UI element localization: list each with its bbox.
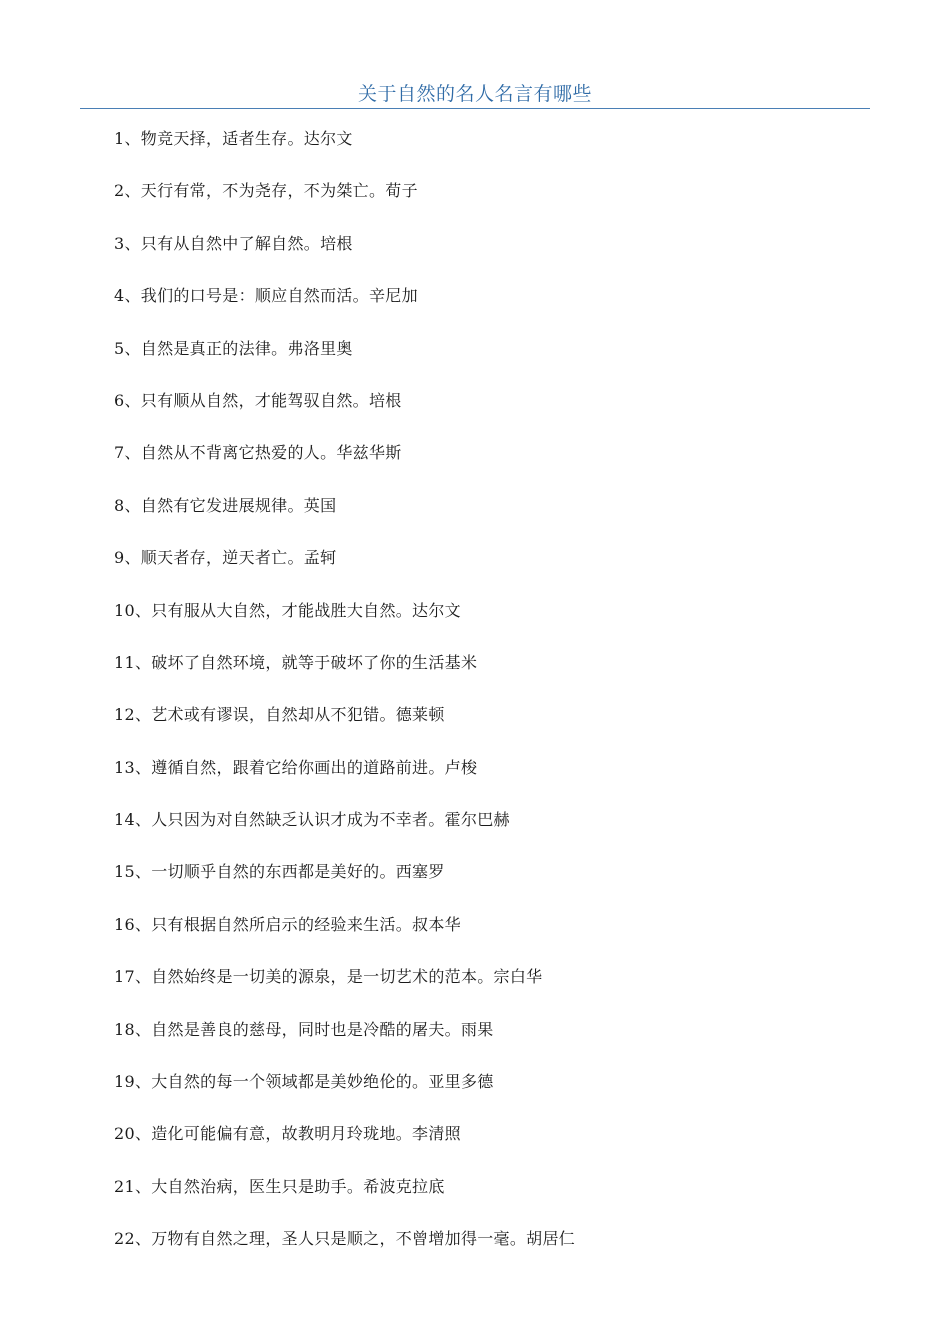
page-title: 关于自然的名人名言有哪些 xyxy=(357,83,592,105)
quote-item-7: 7、自然从不背离它热爱的人。华兹华斯 xyxy=(114,443,402,463)
quote-item-4: 4、我们的口号是：顺应自然而活。辛尼加 xyxy=(114,286,418,306)
quote-item-10: 10、只有服从大自然，才能战胜大自然。达尔文 xyxy=(114,600,461,620)
quote-item-6: 6、只有顺从自然，才能驾驭自然。培根 xyxy=(114,390,402,410)
quote-item-18: 18、自然是善良的慈母，同时也是冷酷的屠夫。雨果 xyxy=(114,1019,494,1039)
quote-item-1: 1、物竞天择，适者生存。达尔文 xyxy=(114,129,353,148)
quote-item-2: 2、天行有常，不为尧存，不为桀亡。荀子 xyxy=(114,181,418,201)
quote-item-16: 16、只有根据自然所启示的经验来生活。叔本华 xyxy=(114,914,461,934)
quote-item-13: 13、遵循自然，跟着它给你画出的道路前进。卢梭 xyxy=(114,757,478,777)
quote-item-5: 5、自然是真正的法律。弗洛里奥 xyxy=(114,338,353,358)
quote-item-17: 17、自然始终是一切美的源泉，是一切艺术的范本。宗白华 xyxy=(114,967,543,987)
quote-item-8: 8、自然有它发进展规律。英国 xyxy=(114,495,337,515)
quote-item-19: 19、大自然的每一个领域都是美妙绝伦的。亚里多德 xyxy=(114,1072,494,1092)
quote-item-3: 3、只有从自然中了解自然。培根 xyxy=(114,233,353,253)
title-divider xyxy=(80,108,870,109)
quote-item-11: 11、破坏了自然环境，就等于破坏了你的生活基米 xyxy=(114,652,478,672)
quote-item-15: 15、一切顺乎自然的东西都是美好的。西塞罗 xyxy=(114,862,445,882)
quote-item-9: 9、顺天者存，逆天者亡。孟轲 xyxy=(114,548,337,568)
quote-item-20: 20、造化可能偏有意，故教明月玲珑地。李清照 xyxy=(114,1124,461,1144)
quote-item-14: 14、人只因为对自然缺乏认识才成为不幸者。霍尔巴赫 xyxy=(114,810,510,830)
quote-item-12: 12、艺术或有谬误，自然却从不犯错。德莱顿 xyxy=(114,705,445,725)
quote-item-22: 22、万物有自然之理，圣人只是顺之，不曾增加得一毫。胡居仁 xyxy=(114,1229,576,1249)
quote-list xyxy=(114,125,854,1278)
quote-item-21: 21、大自然治病，医生只是助手。希波克拉底 xyxy=(114,1176,445,1196)
